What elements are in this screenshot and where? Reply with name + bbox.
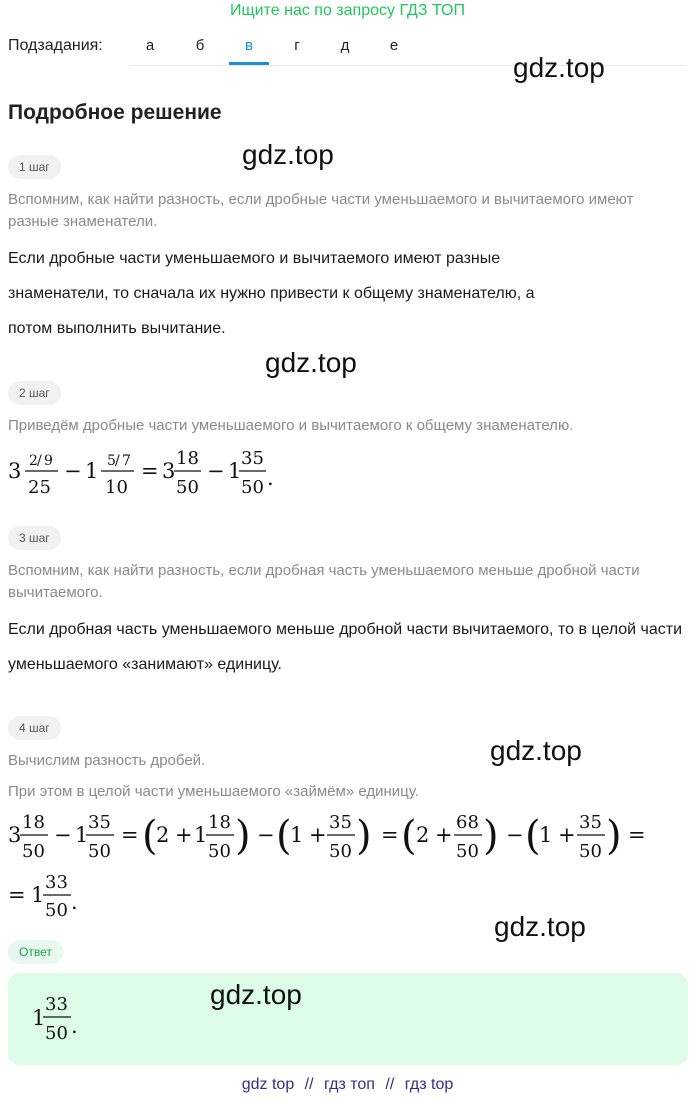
- svg-text:18: 18: [22, 812, 45, 833]
- tab-a[interactable]: а: [145, 37, 155, 54]
- f2-den-b: 10: [105, 477, 128, 498]
- svg-text:.: .: [71, 890, 78, 914]
- svg-text:(: (: [142, 813, 158, 859]
- footer-link-3[interactable]: гдз top: [404, 1076, 454, 1093]
- f2-num-d: 35: [241, 448, 264, 469]
- svg-text:−: −: [54, 823, 72, 847]
- svg-text:1: 1: [539, 823, 553, 847]
- svg-text:18: 18: [208, 812, 231, 833]
- step-4-hint: Вычислим разность дробей.: [8, 752, 206, 769]
- svg-text:): ): [606, 813, 622, 859]
- svg-text:(: (: [276, 813, 292, 859]
- tab-b[interactable]: б: [195, 37, 205, 54]
- step-2-badge: 2 шаг: [8, 381, 61, 405]
- f2-num-a: 9: [44, 453, 53, 469]
- f2-whole-c: 3: [162, 459, 176, 483]
- svg-text:(: (: [525, 813, 541, 859]
- svg-text:50: 50: [45, 900, 68, 921]
- svg-text:=: =: [141, 459, 159, 483]
- step-3-text: Если дробная часть уменьшаемого меньше дробной части вычитаемого, то в целой части уменьшаемого «занимают» единицу.: [8, 621, 683, 673]
- svg-text:50: 50: [579, 841, 602, 862]
- answer-whole: 1: [32, 1006, 46, 1030]
- svg-text:1: 1: [75, 823, 89, 847]
- svg-text:(: (: [401, 813, 417, 859]
- f2-num-c: 18: [176, 448, 199, 469]
- f2-whole-b: 1: [85, 459, 99, 483]
- answer-box: [8, 973, 688, 1065]
- step-1-hint: Вспомним, как найти разность, если дробные части уменьшаемого и вычитаемого имеют разные знаменатели.: [8, 191, 634, 230]
- watermark: gdz.top: [242, 139, 334, 170]
- step-3-hint: Вспомним, как найти разность, если дробная часть уменьшаемого меньше дробной части вычитаемого.: [8, 562, 640, 601]
- svg-text:−: −: [64, 459, 82, 483]
- solution-title: Подробное решение: [8, 101, 222, 124]
- svg-text:35: 35: [88, 812, 111, 833]
- step-1-text: Если дробные части уменьшаемого и вычитаемого имеют разные знаменатели, то сначала их нужно привести к общему знаменателю, а потом выполнить вычитание.: [8, 250, 535, 337]
- step-3-badge: 3 шаг: [8, 526, 61, 550]
- step-4-badge: 4 шаг: [8, 716, 61, 740]
- svg-text:33: 33: [45, 872, 68, 893]
- f2-num-b: 7: [122, 453, 131, 469]
- svg-text:+: +: [435, 823, 453, 847]
- svg-text:=: =: [381, 823, 399, 847]
- answer-den: 50: [45, 1023, 68, 1044]
- svg-text:−: −: [257, 823, 275, 847]
- footer-separator: //: [304, 1076, 314, 1093]
- svg-text:.: .: [71, 1014, 78, 1038]
- svg-text:35: 35: [579, 812, 602, 833]
- active-tab-indicator: [229, 62, 269, 65]
- footer-separator: //: [385, 1076, 395, 1093]
- svg-text:50: 50: [456, 841, 479, 862]
- svg-text:1: 1: [31, 883, 45, 907]
- svg-text:+: +: [558, 823, 576, 847]
- svg-text:50: 50: [208, 841, 231, 862]
- svg-text:50: 50: [88, 841, 111, 862]
- svg-text:2: 2: [156, 823, 170, 847]
- svg-text:+: +: [175, 823, 193, 847]
- watermark: gdz.top: [210, 979, 302, 1010]
- answer-value: [28, 988, 108, 1052]
- watermark: gdz.top: [494, 911, 586, 942]
- svg-text:−: −: [506, 823, 524, 847]
- svg-text:1: 1: [194, 823, 208, 847]
- watermark: gdz.top: [265, 347, 357, 378]
- f2-mult-a: 2: [29, 453, 38, 469]
- svg-text:.: .: [267, 466, 274, 490]
- f2-den-a: 25: [28, 477, 51, 498]
- promo-banner[interactable]: Ищите нас по запросу ГДЗ ТОП: [230, 2, 465, 19]
- subtasks-label: Подзадания:: [8, 37, 103, 54]
- svg-text:+: +: [309, 823, 327, 847]
- step-4-hint-2: При этом в целой части уменьшаемого «займём» единицу.: [8, 783, 419, 800]
- footer-link-1[interactable]: gdz top: [241, 1076, 295, 1093]
- f2-den-c: 50: [176, 477, 199, 498]
- tab-v-active[interactable]: в: [245, 37, 253, 54]
- answer-badge: Ответ: [8, 940, 63, 964]
- tab-d[interactable]: д: [340, 37, 350, 54]
- step-1-badge: 1 шаг: [8, 155, 61, 179]
- step-4-formula: [4, 804, 664, 924]
- svg-text:=: =: [121, 823, 139, 847]
- svg-text:50: 50: [22, 841, 45, 862]
- f2-mult-b: 5: [107, 453, 116, 469]
- svg-text:): ): [356, 813, 372, 859]
- footer-links: [0, 1076, 695, 1094]
- f2-den-d: 50: [241, 477, 264, 498]
- svg-text:−: −: [207, 459, 225, 483]
- svg-text:2: 2: [416, 823, 430, 847]
- tab-g[interactable]: г: [294, 37, 300, 54]
- tab-e[interactable]: е: [389, 37, 399, 54]
- answer-num: 33: [45, 994, 68, 1015]
- svg-text:/: /: [115, 453, 120, 469]
- svg-text:=: =: [8, 883, 26, 907]
- footer-link-2[interactable]: гдз топ: [324, 1076, 375, 1093]
- svg-text:50: 50: [329, 841, 352, 862]
- f2-whole-d: 1: [228, 459, 242, 483]
- watermark: gdz.top: [490, 735, 582, 766]
- svg-text:68: 68: [456, 812, 479, 833]
- svg-text:1: 1: [290, 823, 304, 847]
- watermark: gdz.top: [513, 52, 605, 83]
- svg-text:/: /: [37, 453, 42, 469]
- step-2-hint: Приведём дробные части уменьшаемого и вычитаемого к общему знаменателю.: [8, 417, 574, 434]
- svg-text:35: 35: [329, 812, 352, 833]
- step-2-formula: [4, 440, 304, 500]
- svg-text:): ): [483, 813, 499, 859]
- svg-text:3: 3: [8, 823, 22, 847]
- svg-text:=: =: [628, 823, 646, 847]
- svg-text:): ): [235, 813, 251, 859]
- f2-whole-a: 3: [8, 459, 22, 483]
